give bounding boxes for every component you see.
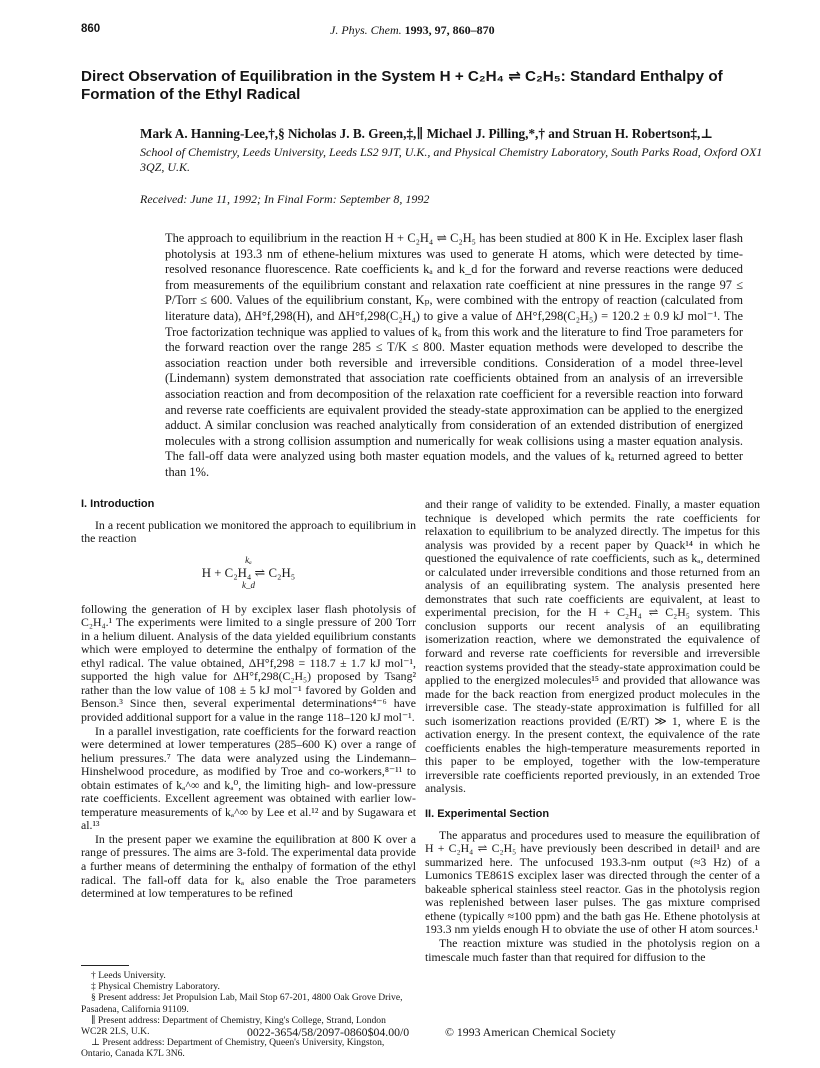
reverse-rate-label: k_d — [242, 579, 255, 590]
footnote-rule — [81, 965, 129, 966]
experimental-paragraph-1: The apparatus and procedures used to measure the equilibration of H + C₂H₄ ⇌ C₂H₅ have previously been described in detail¹ and are summarized here. The unfocused 193.3-nm output (≈3 Hz) of a Lumonics TE861S exciplex laser was directed through the center of a bakeable spherical stainless steel reactor. Gas in the photolysis region was replenished between laser pulses. The gas mixture comprised ethene (typically ≈100 ppm) and the bath gas He. Ethene photolysis at 193.3 nm yields enough H to obviate the use of other H atom sources.¹ — [425, 827, 760, 937]
footnote: ⊥ Present address: Department of Chemistry, Queen's University, Kingston, Ontario, Canada K7L 3N6. — [81, 1037, 385, 1060]
intro-paragraph-3: In a parallel investigation, rate coefficients for the forward reaction were determined at lower temperatures (285–600 K) over a range of helium pressures.⁷ The data were analyzed using the Lindemann–Hinshelwood procedure, as modified by Troe and co-workers,⁸⁻¹¹ to obtain estimates of kₐ^∞ and kₐ⁰, the limiting high- and low-pressure rate coefficients. Excellent agreement was obtained with earlier low-temperature measurements of kₐ^∞ by Lee et al.¹² and by Sugawara et al.¹³ — [81, 723, 416, 833]
author-list: Mark A. Hanning-Lee,†,§ Nicholas J. B. Green,‡,∥ Michael J. Pilling,*,† and Struan H. Robertson‡,⊥ — [140, 126, 713, 141]
right-column — [425, 498, 760, 964]
journal-name: J. Phys. Chem. — [330, 23, 402, 37]
footnote: † Leeds University. — [91, 970, 166, 981]
footnotes — [81, 970, 411, 1060]
affiliation: School of Chemistry, Leeds University, Leeds LS2 9JT, U.K., and Physical Chemistry Laboratory, South Parks Road, Oxford OX1 3QZ, U.K. — [140, 145, 763, 174]
footnote: § Present address: Jet Propulsion Lab, Mail Stop 67-201, 4800 Oak Grove Drive, Pasadena, California 91109. — [81, 992, 403, 1015]
experimental-paragraph-2: The reaction mixture was studied in the photolysis region on a timescale much faster than that required for diffusion to the — [425, 935, 760, 964]
page-number: 860 — [81, 23, 101, 35]
intro-paragraph-4: In the present paper we examine the equilibration at 800 K over a range of pressures. The aims are 3-fold. The experimental data provide a further means of determining the enthalpy of formation of the ethyl radical. The fall-off data for kₐ also enable the Troe parameters determined at low temperatures to be refined — [81, 831, 416, 901]
section-heading-introduction: I. Introduction — [81, 498, 155, 510]
equation-body: H + C₂H₄ ⇌ C₂H₅ — [201, 565, 296, 580]
intro-paragraph-1: In a recent publication we monitored the approach to equilibrium in the reaction — [81, 517, 416, 546]
footnote: ∥ Present address: Department of Chemistry, King's College, Strand, London WC2R 2LS, U.K. — [81, 1014, 386, 1038]
forward-rate-label: kₐ — [245, 554, 252, 565]
section-heading-experimental: II. Experimental Section — [425, 808, 550, 821]
running-header — [330, 23, 495, 38]
left-column — [81, 498, 416, 901]
issn-code: 0022-3654/58/2097-0860$04.00/0 — [247, 1025, 410, 1039]
abstract: The approach to equilibrium in the reaction H + C₂H₄ ⇌ C₂H₅ has been studied at 800 K in He. Exciplex laser flash photolysis at 193.3 nm of ethene-helium mixtures was used to generate H atoms, which were detected by time-resolved resonance fluorescence. Rate coefficients kₐ and k_d for the forward and reverse reactions were deduced from measurements of the equilibrium constant and relaxation rate coefficient at nine pressures in the range 97 ≤ P/Torr ≤ 600. Values of the equilibrium constant, Kₚ, were combined with the entropy of reaction (calculated from literature data), ΔH°f,298(H), and ΔH°f,298(C₂H₄) to give a value of ΔH°f,298(C₂H₅) = 120.2 ± 0.9 kJ mol⁻¹. The Troe factorization technique was applied to values of kₐ from this work and the literature to find Troe parameters for the forward reaction over the range 285 ≤ T/K ≤ 800. Master equation methods were developed to describe the association reaction under both reversible and irreversible conditions. Consideration of a model three-level (Lindemann) system demonstrated that association rate coefficients obtained from an analysis of an irreversible association reaction and from decomposition of the relaxation rate coefficient for a reversible reaction into forward and reverse rate coefficients are equivalent provided the steady-state approximation can be applied to the energized adduct. A similar conclusion was reached analytically from consideration of an extended distribution of energized molecules with a strong collision assumption and numerically for weak collisions using a master equation analysis. The fall-off data were analyzed using both master equation models, and the values of kₐ returned agreed to better than 1%. — [165, 231, 743, 479]
intro-continued-paragraph: and their range of validity to be extended. Finally, a master equation technique is developed which permits the rate coefficients for relaxation to equilibrium to be analyzed directly. The impetus for this analysis was provided by a recent paper by Quack¹⁴ in which he questioned the equivalence of rate coefficients, such as kₐ, determined or calculated under irreversible conditions and those returned from an analysis of an equilibrating system. The analysis presented here demonstrates that such rate coefficients are equivalent, at least to experimental precision, for the H + C₂H₄ ⇌ C₂H₅ system. This conclusion supports our recent analysis of an equilibrating isomerization reaction, where we demonstrated the equivalence of forward and reverse rate coefficients for reversible and irreversible reaction systems provided that the steady-state approximation could be applied to the energized molecules¹⁵ and provided that allowance was made for the back reaction from energized product molecules in the irreversible case. The steady-state approximation is fulfilled for all such isomerization reactions provided (E/RT) ≫ 1, where E is the activation energy. In the present context, the equivalence of the rate coefficients enables the high-temperature measurements reported in this paper to be employed, together with the low-temperature irreversible rate coefficients reported previously, in an extended Troe analysis. — [425, 497, 760, 796]
footnote: ‡ Physical Chemistry Laboratory. — [91, 981, 220, 993]
article-title: Direct Observation of Equilibration in the System H + C₂H₄ ⇌ C₂H₅: Standard Enthalpy of Formation of the Ethyl Radical — [81, 68, 723, 103]
copyright-notice: © 1993 American Chemical Society — [445, 1025, 616, 1039]
received-date: Received: June 11, 1992; In Final Form: September 8, 1992 — [140, 192, 430, 206]
volume-info: 1993, 97, 860–870 — [404, 23, 495, 37]
reaction-equation — [81, 556, 416, 590]
intro-paragraph-2: following the generation of H by exciplex laser flash photolysis of C₂H₄.¹ The experiments were limited to a single pressure of 200 Torr in a helium diluent. Analysis of the data yielded equilibrium constants which were employed to determine the enthalpy of formation of the ethyl radical. The value obtained, ΔH°f,298 = 118.7 ± 1.7 kJ mol⁻¹, supported the high value for ΔH°f,298(C₂H₅) proposed by Tsang² rather than the low value of 108 ± 5 kJ mol⁻¹ favored by Golden and Benson.³ Since then, several experimental determinations⁴⁻⁶ have provided additional support for a value in the range 118–120 kJ mol⁻¹. — [81, 601, 416, 725]
